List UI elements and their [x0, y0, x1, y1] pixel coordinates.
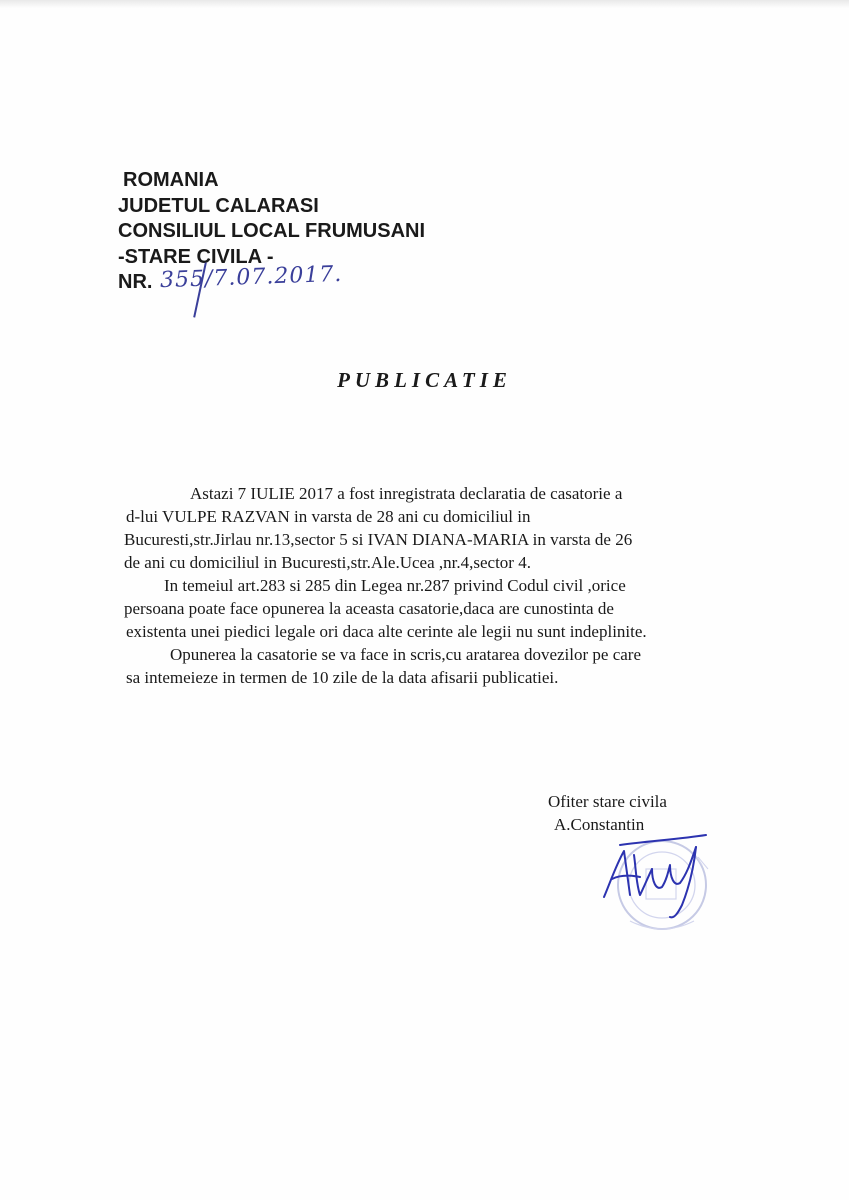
document-body: [124, 482, 724, 689]
header-council: CONSILIUL LOCAL FRUMUSANI: [118, 220, 426, 242]
signatory-role: Ofiter stare civila: [548, 792, 667, 811]
body-line: de ani cu domiciliul in Bucuresti,str.Ale.Ucea ,nr.4,sector 4.: [124, 553, 531, 572]
signatory-name: A.Constantin: [554, 815, 645, 834]
body-line: d-lui VULPE RAZVAN in varsta de 28 ani cu domiciliul in: [126, 507, 531, 526]
body-line: sa intemeieze in termen de 10 zile de la data afisarii publicatiei.: [126, 668, 559, 687]
header-county: JUDETUL CALARASI: [118, 194, 319, 217]
handwritten-signature-icon: [604, 835, 706, 917]
signature-and-stamp: [590, 825, 730, 945]
scan-edge: [0, 0, 849, 8]
body-line: existenta unei piedici legale ori daca alte cerinte ale legii nu sunt indeplinite.: [126, 622, 647, 641]
header-country: ROMANIA: [123, 169, 219, 191]
header-department: -STARE CIVILA -: [118, 245, 274, 268]
body-line: persoana poate face opunerea la aceasta casatorie,daca are cunostinta de: [124, 599, 614, 618]
handwritten-registration-number: 355/7.07.2017.: [159, 261, 343, 294]
body-line: In temeiul art.283 si 285 din Legea nr.287 privind Codul civil ,orice: [164, 576, 626, 595]
header-nr-label: NR.: [118, 271, 153, 293]
body-line: Bucuresti,str.Jirlau nr.13,sector 5 si IVAN DIANA-MARIA in varsta de 26: [124, 530, 633, 549]
document-title: PUBLICATIE: [337, 368, 512, 392]
body-line: Astazi 7 IULIE 2017 a fost inregistrata declaratia de casatorie a: [190, 484, 623, 503]
body-line: Opunerea la casatorie se va face in scris,cu aratarea dovezilor pe care: [170, 645, 641, 664]
